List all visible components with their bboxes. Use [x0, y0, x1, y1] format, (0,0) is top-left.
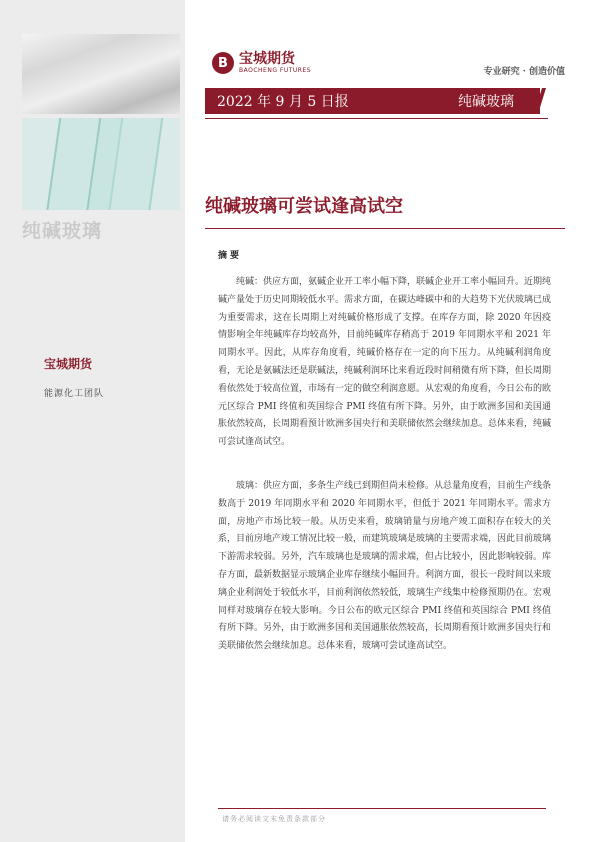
sidebar-title: 纯碱玻璃	[22, 220, 103, 242]
paragraph-text: 纯碱：供应方面，氨碱企业开工率小幅下降，联碱企业开工率小幅回升。近期纯碱产量处于历史同期较低水平。需求方面，在碳达峰碳中和的大趋势下光伏玻璃已成为重要需求，这在长周期上对纯碱价格形成了支撑。在库存方面，除 2020 年因疫情影响全年纯碱库存均较高外，目前纯碱库存稍高于 2019 年同期水平和 2021 年同期水平。因此，从库存角度看，纯碱价格存在一定的向下压力。从纯碱利润角度看，无论是氨碱法还是联碱法，纯碱利润环比来看近段时间稍微有所下降，但长周期看依然处于较高位置，市场有一定的做空利润意愿。从宏观的角度看，今日公布的欧元区综合 PMI 终值和英国综合 PMI 终值有所下降。另外，由于欧洲多国和美国通胀依然较高，长周期看预计欧洲多国央行和美联储依然会继续加息。总体来看，纯碱可尝试逢高试空。	[218, 277, 552, 448]
slogan: 专业研究 · 创造价值	[483, 67, 565, 77]
report-date: 2022 年 9 月 5 日报	[217, 94, 349, 110]
date-bar	[205, 88, 540, 114]
abstract-label: 摘要	[218, 251, 243, 261]
footer-disclaimer: 请务必阅读文末免责条款部分	[222, 815, 326, 823]
paragraph-glass	[218, 478, 551, 656]
logo-english-name: BAOCHENG FUTURES	[239, 67, 312, 74]
stripes-icon	[526, 88, 548, 114]
cover-photo-glass	[22, 118, 180, 210]
logo-chinese-name: 宝城期货	[239, 51, 295, 67]
paragraph-text: 玻璃：供应方面，多条生产线已到期但尚未检修。从总量角度看，目前生产线条数高于 2019 年同期水平和 2020 年同期水平，但低于 2021 年同期水平。需求方面，房地产市场比较一般。从历史来看，玻璃销量与房地产竣工面积存在较大的关系，目前房地产竣工情况比较一般，而建筑玻璃是玻璃的主要需求端，因此目前玻璃下游需求较弱。另外，汽车玻璃也是玻璃的需求端，但占比较小，因此影响较弱。库存方面，最新数据显示玻璃企业库存继续小幅回升。利润方面，很长一段时间以来玻璃企业利润处于较低水平，目前利润依然较低，玻璃生产线集中检修预期仍在。宏观同样对玻璃存在较大影响。今日公布的欧元区综合 PMI 终值和英国综合 PMI 终值有所下降。另外，由于欧洲多国和美国通胀依然较高，长周期看预计欧洲多国央行和美联储依然会继续加息。总体来看，玻璃可尝试逢高试空。	[218, 481, 552, 652]
report-title: 纯碱玻璃可尝试逢高试空	[205, 196, 403, 217]
company-logo	[212, 52, 311, 74]
logo-mark-icon: B	[212, 52, 234, 74]
sidebar	[0, 0, 185, 842]
paragraph-soda-ash	[218, 274, 551, 452]
sidebar-team: 能源化工团队	[44, 389, 105, 399]
cover-photo-cloth	[22, 34, 180, 114]
header-divider	[205, 118, 548, 119]
report-category: 纯碱玻璃	[458, 94, 514, 110]
footer-divider	[218, 808, 546, 809]
sidebar-brand: 宝城期货	[44, 357, 93, 371]
title-divider	[205, 228, 565, 229]
